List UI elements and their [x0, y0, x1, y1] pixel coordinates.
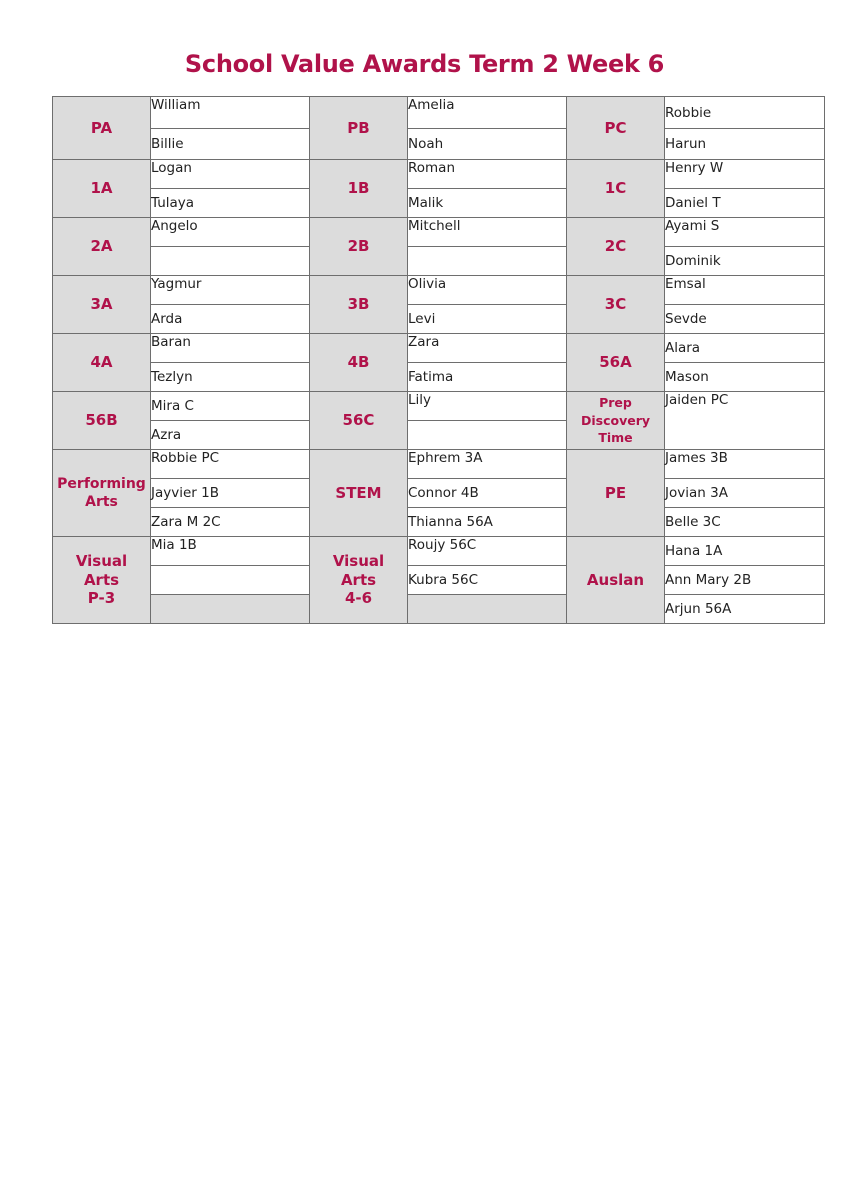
- table-row: [53, 392, 825, 421]
- class-label: 3C: [567, 276, 665, 334]
- class-label: PC: [567, 97, 665, 160]
- student-name: Jayvier 1B: [151, 479, 310, 508]
- table-row: [53, 363, 825, 392]
- student-name: Noah: [408, 129, 567, 160]
- class-label-line: Prep: [599, 395, 632, 411]
- student-name: William: [151, 97, 310, 129]
- student-name: Arda: [151, 305, 310, 334]
- student-name: Billie: [151, 129, 310, 160]
- student-name: Belle 3C: [665, 508, 825, 537]
- table-row: [53, 218, 825, 247]
- student-name: Ayami S: [665, 218, 825, 247]
- student-name: Tezlyn: [151, 363, 310, 392]
- class-label: 1C: [567, 160, 665, 218]
- student-name: James 3B: [665, 450, 825, 479]
- class-label: STEM: [310, 450, 408, 537]
- table-row: [53, 334, 825, 363]
- student-name: Emsal: [665, 276, 825, 305]
- student-name: Ann Mary 2B: [665, 566, 825, 595]
- class-label-line: Arts: [83, 570, 120, 589]
- table-row: [53, 305, 825, 334]
- table-row: [53, 189, 825, 218]
- student-name: [408, 421, 567, 450]
- class-label-performing-arts: [53, 450, 151, 537]
- class-label: 56C: [310, 392, 408, 450]
- student-name: Lily: [408, 392, 567, 421]
- student-name: [408, 247, 567, 276]
- student-name: Zara: [408, 334, 567, 363]
- class-label: 2C: [567, 218, 665, 276]
- student-name: Mitchell: [408, 218, 567, 247]
- student-name: Malik: [408, 189, 567, 218]
- table-row: [53, 479, 825, 508]
- student-name: Levi: [408, 305, 567, 334]
- table-row: [53, 160, 825, 189]
- class-label-line: Performing: [57, 475, 146, 492]
- student-name: Jaiden PC: [665, 392, 825, 450]
- table-row: [53, 595, 825, 624]
- student-name: Thianna 56A: [408, 508, 567, 537]
- student-name: Logan: [151, 160, 310, 189]
- table-row: [53, 276, 825, 305]
- student-name: Harun: [665, 129, 825, 160]
- student-name: Roujy 56C: [408, 537, 567, 566]
- student-name: Connor 4B: [408, 479, 567, 508]
- student-name: [408, 595, 567, 624]
- class-label: PA: [53, 97, 151, 160]
- page-title: School Value Awards Term 2 Week 6: [184, 50, 665, 78]
- class-label-visual-arts-46: [310, 537, 408, 624]
- table-row: [53, 247, 825, 276]
- student-name: Amelia: [408, 97, 567, 129]
- student-name: [151, 247, 310, 276]
- class-label-line: Visual: [75, 551, 128, 570]
- table-row: [53, 450, 825, 479]
- student-name: Jovian 3A: [665, 479, 825, 508]
- class-label-line: Time: [598, 430, 633, 446]
- class-label: 3A: [53, 276, 151, 334]
- student-name: Tulaya: [151, 189, 310, 218]
- class-label: PE: [567, 450, 665, 537]
- class-label: 56B: [53, 392, 151, 450]
- student-name: Dominik: [665, 247, 825, 276]
- awards-table: [52, 96, 825, 624]
- table-row: [53, 566, 825, 595]
- student-name: Baran: [151, 334, 310, 363]
- table-row: [53, 508, 825, 537]
- class-label: 1A: [53, 160, 151, 218]
- table-row: [53, 129, 825, 160]
- student-name: Henry W: [665, 160, 825, 189]
- student-name: Hana 1A: [665, 537, 825, 566]
- class-label-line: 4-6: [344, 589, 373, 608]
- student-name: Mira C: [151, 392, 310, 421]
- student-name: Robbie: [665, 97, 825, 129]
- class-label: 2B: [310, 218, 408, 276]
- class-label: 2A: [53, 218, 151, 276]
- student-name: Olivia: [408, 276, 567, 305]
- class-label: 4B: [310, 334, 408, 392]
- class-label: 4A: [53, 334, 151, 392]
- class-label-visual-arts-p3: [53, 537, 151, 624]
- student-name: [151, 595, 310, 624]
- student-name: Arjun 56A: [665, 595, 825, 624]
- student-name: Sevde: [665, 305, 825, 334]
- student-name: [151, 566, 310, 595]
- table-row: [53, 537, 825, 566]
- student-name: Fatima: [408, 363, 567, 392]
- class-label-line: P-3: [87, 589, 116, 608]
- class-label: 1B: [310, 160, 408, 218]
- student-name: Ephrem 3A: [408, 450, 567, 479]
- student-name: Mia 1B: [151, 537, 310, 566]
- class-label-line: Visual: [332, 551, 385, 570]
- student-name: Alara: [665, 334, 825, 363]
- student-name: Robbie PC: [151, 450, 310, 479]
- class-label-line: Arts: [340, 570, 377, 589]
- student-name: Angelo: [151, 218, 310, 247]
- table-row: [53, 97, 825, 129]
- student-name: Zara M 2C: [151, 508, 310, 537]
- class-label: 3B: [310, 276, 408, 334]
- student-name: Azra: [151, 421, 310, 450]
- student-name: Yagmur: [151, 276, 310, 305]
- student-name: Mason: [665, 363, 825, 392]
- class-label-prep-discovery: [567, 392, 665, 450]
- student-name: Roman: [408, 160, 567, 189]
- class-label: Auslan: [567, 537, 665, 624]
- class-label: PB: [310, 97, 408, 160]
- student-name: Daniel T: [665, 189, 825, 218]
- class-label: 56A: [567, 334, 665, 392]
- student-name: Kubra 56C: [408, 566, 567, 595]
- class-label-line: Arts: [85, 494, 118, 510]
- class-label-line: Discovery: [580, 412, 651, 428]
